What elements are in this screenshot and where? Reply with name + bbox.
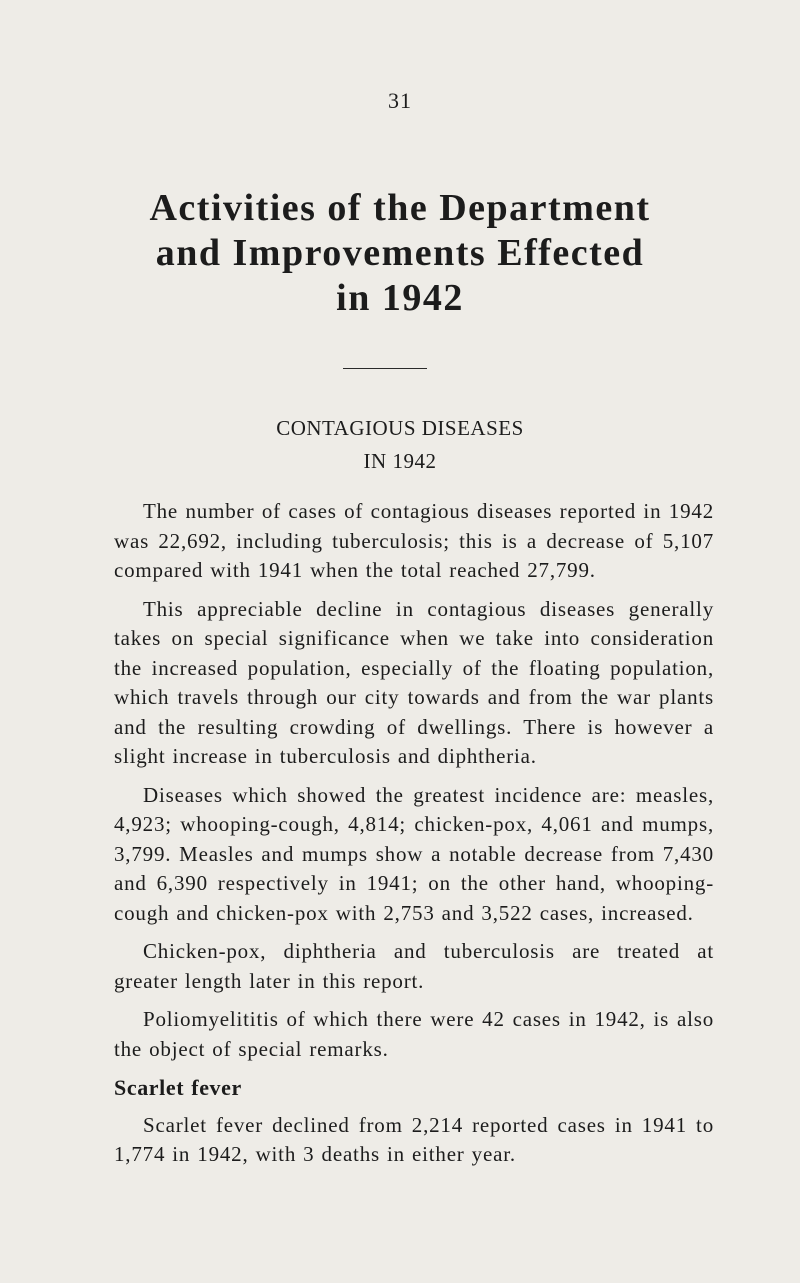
paragraph-poliomyelitis: Poliomyelititis of which there were 42 cases in 1942, is also the object of special remarks. — [114, 1007, 714, 1061]
paragraph-scarlet-fever: Scarlet fever declined from 2,214 reported cases in 1941 to 1,774 in 1942, with 3 deaths in either year. — [114, 1112, 714, 1166]
paragraph-total-cases: The number of cases of contagious diseases reported in 1942 was 22,692, including tuberculosis; this is a decrease of 5,107 compared with 1941 when the total reached 27,799. — [114, 499, 714, 582]
page-title-line-1: Activities of the Department — [149, 187, 651, 229]
title-divider — [343, 368, 427, 369]
section-heading-line-2: IN 1942 — [363, 449, 437, 473]
paragraph-greatest-incidence: Diseases which showed the greatest incidence are: measles, 4,923; whooping-cough, 4,814; chicken-pox, 4,061 and mumps, 3,799. Measles and mumps show a notable decrease from 7,430 and 6,390 respectively in 1941; on the other hand, whooping-cough and chicken-pox with 2,753 and 3,522 cases, increased. — [114, 782, 714, 925]
paragraph-treated-later: Chicken-pox, diphtheria and tuberculosis are treated at greater length later in this report. — [114, 939, 714, 993]
page-number: 31 — [388, 88, 412, 113]
paragraph-decline-significance: This appreciable decline in contagious diseases generally takes on special significance when we take into consideration the increased population, especially of the floating population, which travels through our city towards and from the war plants and the resulting crowding of dwellings. There is however a slight increase in tuberculosis and diphtheria. — [114, 596, 714, 768]
page-title-line-3: in 1942 — [336, 277, 464, 319]
section-heading — [0, 412, 800, 478]
body-text — [114, 497, 714, 1179]
section-heading-line-1: CONTAGIOUS DISEASES — [276, 416, 524, 440]
subheading-scarlet-fever: Scarlet fever — [114, 1075, 242, 1100]
page-title-line-2: and Improvements Effected — [155, 232, 645, 274]
page-title — [0, 186, 800, 321]
